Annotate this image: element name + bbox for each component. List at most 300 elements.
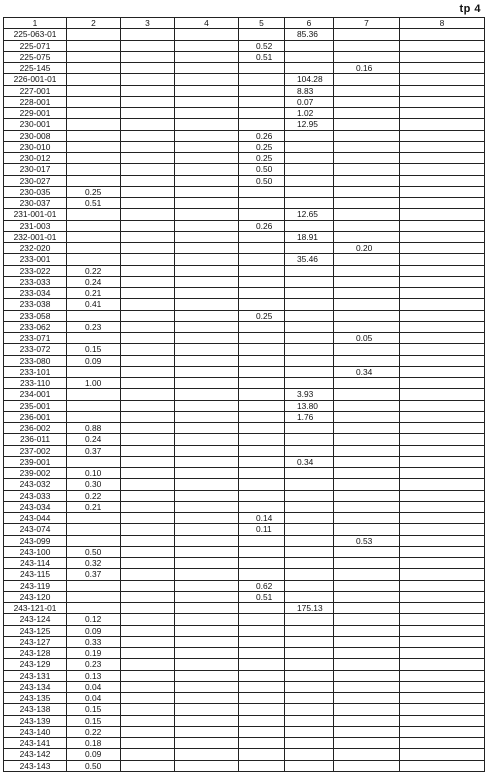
- table-cell-col-7: [334, 468, 400, 479]
- table-cell-col-8: [400, 74, 485, 85]
- table-cell-col-8: [400, 265, 485, 276]
- table-cell-col-3: [121, 636, 175, 647]
- table-cell-col-7: [334, 276, 400, 287]
- table-cell-col-3: [121, 479, 175, 490]
- table-row: [4, 220, 485, 231]
- table-cell-col-4: [175, 96, 239, 107]
- table-cell-col-6: [285, 715, 334, 726]
- table-cell-col-4: [175, 456, 239, 467]
- data-table: [3, 17, 485, 772]
- column-header-4: 4: [175, 18, 239, 29]
- table-cell-col-1: 243-129: [4, 659, 67, 670]
- table-cell-col-7: [334, 355, 400, 366]
- column-header-2: 2: [67, 18, 121, 29]
- table-cell-col-5: [239, 423, 285, 434]
- table-row: [4, 153, 485, 164]
- table-cell-col-7: [334, 738, 400, 749]
- table-cell-col-5: [239, 366, 285, 377]
- table-row: [4, 434, 485, 445]
- table-cell-col-4: [175, 445, 239, 456]
- table-cell-col-8: [400, 51, 485, 62]
- table-cell-col-8: [400, 321, 485, 332]
- table-cell-col-6: [285, 513, 334, 524]
- table-cell-col-5: [239, 479, 285, 490]
- table-row: [4, 321, 485, 332]
- table-cell-col-1: 233-034: [4, 288, 67, 299]
- column-header-1: 1: [4, 18, 67, 29]
- table-cell-col-2: [67, 456, 121, 467]
- table-cell-col-2: [67, 220, 121, 231]
- table-cell-col-4: [175, 119, 239, 130]
- table-row: [4, 186, 485, 197]
- table-cell-col-1: 243-099: [4, 535, 67, 546]
- table-cell-col-3: [121, 389, 175, 400]
- table-cell-col-8: [400, 614, 485, 625]
- table-cell-col-8: [400, 715, 485, 726]
- table-cell-col-5: 0.26: [239, 130, 285, 141]
- table-cell-col-2: [67, 51, 121, 62]
- table-cell-col-4: [175, 614, 239, 625]
- table-cell-col-1: 230-035: [4, 186, 67, 197]
- table-cell-col-4: [175, 726, 239, 737]
- table-cell-col-8: [400, 636, 485, 647]
- table-cell-col-8: [400, 704, 485, 715]
- table-cell-col-1: 225-145: [4, 63, 67, 74]
- table-cell-col-7: [334, 153, 400, 164]
- table-row: [4, 603, 485, 614]
- table-cell-col-4: [175, 738, 239, 749]
- table-cell-col-1: 230-001: [4, 119, 67, 130]
- table-row: [4, 366, 485, 377]
- table-cell-col-2: [67, 209, 121, 220]
- table-cell-col-3: [121, 220, 175, 231]
- table-cell-col-4: [175, 715, 239, 726]
- table-cell-col-6: 35.46: [285, 254, 334, 265]
- table-cell-col-7: [334, 74, 400, 85]
- table-row: [4, 670, 485, 681]
- table-cell-col-2: 0.19: [67, 648, 121, 659]
- table-cell-col-8: [400, 670, 485, 681]
- table-cell-col-8: [400, 445, 485, 456]
- table-cell-col-8: [400, 63, 485, 74]
- table-row: [4, 85, 485, 96]
- table-cell-col-3: [121, 96, 175, 107]
- table-cell-col-4: [175, 558, 239, 569]
- table-cell-col-1: 243-034: [4, 501, 67, 512]
- table-cell-col-5: [239, 726, 285, 737]
- table-cell-col-2: 0.22: [67, 265, 121, 276]
- table-cell-col-2: 0.22: [67, 726, 121, 737]
- table-cell-col-5: [239, 681, 285, 692]
- table-cell-col-5: [239, 749, 285, 760]
- table-cell-col-5: [239, 670, 285, 681]
- table-cell-col-5: [239, 704, 285, 715]
- table-body: [4, 29, 485, 772]
- table-cell-col-3: [121, 40, 175, 51]
- table-cell-col-7: [334, 299, 400, 310]
- table-cell-col-4: [175, 625, 239, 636]
- table-cell-col-6: [285, 175, 334, 186]
- table-cell-col-2: 0.41: [67, 299, 121, 310]
- table-row: [4, 558, 485, 569]
- table-cell-col-7: [334, 558, 400, 569]
- table-cell-col-2: 0.04: [67, 693, 121, 704]
- table-cell-col-3: [121, 400, 175, 411]
- table-cell-col-8: [400, 220, 485, 231]
- table-cell-col-7: 0.53: [334, 535, 400, 546]
- table-cell-col-2: 0.15: [67, 715, 121, 726]
- table-row: [4, 108, 485, 119]
- table-cell-col-1: 243-139: [4, 715, 67, 726]
- table-row: [4, 411, 485, 422]
- table-cell-col-2: [67, 603, 121, 614]
- table-cell-col-2: 0.10: [67, 468, 121, 479]
- table-cell-col-7: [334, 434, 400, 445]
- table-cell-col-2: 0.24: [67, 276, 121, 287]
- table-cell-col-7: [334, 625, 400, 636]
- table-cell-col-7: [334, 715, 400, 726]
- table-cell-col-5: [239, 108, 285, 119]
- table-row: [4, 265, 485, 276]
- table-cell-col-4: [175, 681, 239, 692]
- table-cell-col-4: [175, 648, 239, 659]
- table-cell-col-1: 243-141: [4, 738, 67, 749]
- table-cell-col-3: [121, 209, 175, 220]
- table-cell-col-3: [121, 569, 175, 580]
- table-cell-col-5: [239, 288, 285, 299]
- table-cell-col-1: 233-062: [4, 321, 67, 332]
- table-cell-col-2: 0.09: [67, 355, 121, 366]
- table-cell-col-5: 0.51: [239, 591, 285, 602]
- table-cell-col-6: 104.28: [285, 74, 334, 85]
- table-cell-col-2: [67, 63, 121, 74]
- table-cell-col-2: [67, 411, 121, 422]
- table-cell-col-8: [400, 400, 485, 411]
- table-cell-col-2: 0.15: [67, 704, 121, 715]
- table-row: [4, 591, 485, 602]
- table-cell-col-1: 243-142: [4, 749, 67, 760]
- table-cell-col-6: [285, 434, 334, 445]
- table-cell-col-2: 0.18: [67, 738, 121, 749]
- table-cell-col-4: [175, 468, 239, 479]
- table-cell-col-8: [400, 96, 485, 107]
- column-header-6: 6: [285, 18, 334, 29]
- table-cell-col-7: [334, 760, 400, 771]
- table-cell-col-5: [239, 738, 285, 749]
- table-cell-col-5: 0.25: [239, 153, 285, 164]
- table-cell-col-5: [239, 119, 285, 130]
- table-cell-col-3: [121, 445, 175, 456]
- table-cell-col-3: [121, 681, 175, 692]
- table-cell-col-5: [239, 659, 285, 670]
- table-cell-col-7: 0.05: [334, 333, 400, 344]
- table-row: [4, 546, 485, 557]
- table-cell-col-1: 233-022: [4, 265, 67, 276]
- table-cell-col-6: [285, 704, 334, 715]
- table-row: [4, 119, 485, 130]
- table-cell-col-7: [334, 389, 400, 400]
- table-cell-col-6: [285, 366, 334, 377]
- table-cell-col-5: [239, 468, 285, 479]
- table-cell-col-7: [334, 51, 400, 62]
- table-row: [4, 141, 485, 152]
- table-cell-col-1: 230-012: [4, 153, 67, 164]
- table-cell-col-3: [121, 704, 175, 715]
- table-cell-col-8: [400, 119, 485, 130]
- table-cell-col-4: [175, 153, 239, 164]
- table-cell-col-8: [400, 681, 485, 692]
- table-cell-col-3: [121, 198, 175, 209]
- table-row: [4, 276, 485, 287]
- table-cell-col-2: 0.50: [67, 546, 121, 557]
- table-cell-col-2: [67, 119, 121, 130]
- table-cell-col-2: 0.09: [67, 625, 121, 636]
- table-row: [4, 490, 485, 501]
- table-cell-col-5: 0.26: [239, 220, 285, 231]
- table-cell-col-7: [334, 479, 400, 490]
- table-cell-col-1: 243-033: [4, 490, 67, 501]
- table-cell-col-3: [121, 501, 175, 512]
- table-cell-col-7: [334, 569, 400, 580]
- table-cell-col-5: [239, 198, 285, 209]
- table-cell-col-7: [334, 580, 400, 591]
- table-cell-col-7: [334, 209, 400, 220]
- table-cell-col-4: [175, 186, 239, 197]
- table-cell-col-7: [334, 411, 400, 422]
- table-cell-col-5: [239, 546, 285, 557]
- table-cell-col-8: [400, 288, 485, 299]
- table-cell-col-2: [67, 333, 121, 344]
- table-cell-col-3: [121, 760, 175, 771]
- table-cell-col-6: [285, 614, 334, 625]
- table-row: [4, 310, 485, 321]
- table-cell-col-2: 0.23: [67, 659, 121, 670]
- table-cell-col-3: [121, 63, 175, 74]
- table-cell-col-3: [121, 524, 175, 535]
- table-cell-col-2: [67, 85, 121, 96]
- table-cell-col-4: [175, 40, 239, 51]
- table-row: [4, 243, 485, 254]
- table-row: [4, 681, 485, 692]
- table-row: [4, 299, 485, 310]
- table-cell-col-4: [175, 74, 239, 85]
- table-cell-col-6: [285, 670, 334, 681]
- table-cell-col-8: [400, 276, 485, 287]
- table-row: [4, 164, 485, 175]
- table-cell-col-3: [121, 119, 175, 130]
- table-cell-col-8: [400, 749, 485, 760]
- table-cell-col-5: 0.50: [239, 164, 285, 175]
- table-cell-col-8: [400, 546, 485, 557]
- table-cell-col-7: [334, 546, 400, 557]
- table-cell-col-3: [121, 738, 175, 749]
- table-cell-col-4: [175, 299, 239, 310]
- table-cell-col-4: [175, 366, 239, 377]
- table-cell-col-2: [67, 254, 121, 265]
- table-row: [4, 51, 485, 62]
- table-cell-col-5: 0.14: [239, 513, 285, 524]
- table-cell-col-3: [121, 726, 175, 737]
- table-cell-col-6: [285, 243, 334, 254]
- table-cell-col-6: 12.95: [285, 119, 334, 130]
- table-cell-col-2: [67, 130, 121, 141]
- table-cell-col-4: [175, 141, 239, 152]
- table-cell-col-1: 231-003: [4, 220, 67, 231]
- table-cell-col-7: [334, 29, 400, 40]
- table-cell-col-6: [285, 490, 334, 501]
- table-cell-col-1: 234-001: [4, 389, 67, 400]
- table-cell-col-6: [285, 321, 334, 332]
- table-row: [4, 29, 485, 40]
- table-cell-col-8: [400, 535, 485, 546]
- table-cell-col-2: 0.12: [67, 614, 121, 625]
- table-cell-col-8: [400, 141, 485, 152]
- table-cell-col-1: 233-080: [4, 355, 67, 366]
- table-cell-col-5: [239, 434, 285, 445]
- table-cell-col-8: [400, 648, 485, 659]
- table-cell-col-6: [285, 220, 334, 231]
- table-cell-col-8: [400, 164, 485, 175]
- table-row: [4, 378, 485, 389]
- table-cell-col-3: [121, 513, 175, 524]
- table-row: [4, 333, 485, 344]
- table-cell-col-6: [285, 591, 334, 602]
- table-cell-col-5: [239, 243, 285, 254]
- table-cell-col-7: [334, 614, 400, 625]
- table-cell-col-1: 237-002: [4, 445, 67, 456]
- table-row: [4, 198, 485, 209]
- table-cell-col-5: [239, 254, 285, 265]
- table-cell-col-8: [400, 423, 485, 434]
- table-cell-col-3: [121, 648, 175, 659]
- table-cell-col-2: [67, 580, 121, 591]
- table-cell-col-8: [400, 411, 485, 422]
- table-cell-col-5: [239, 333, 285, 344]
- table-cell-col-6: [285, 310, 334, 321]
- table-cell-col-5: [239, 535, 285, 546]
- table-cell-col-1: 230-027: [4, 175, 67, 186]
- table-cell-col-3: [121, 625, 175, 636]
- table-cell-col-6: 12.65: [285, 209, 334, 220]
- table-row: [4, 715, 485, 726]
- table-cell-col-7: [334, 164, 400, 175]
- table-cell-col-1: 243-100: [4, 546, 67, 557]
- table-cell-col-6: [285, 423, 334, 434]
- table-cell-col-1: 243-044: [4, 513, 67, 524]
- table-cell-col-7: [334, 501, 400, 512]
- table-row: [4, 693, 485, 704]
- table-cell-col-6: [285, 738, 334, 749]
- table-cell-col-8: [400, 524, 485, 535]
- table-cell-col-2: 0.21: [67, 288, 121, 299]
- table-cell-col-2: [67, 231, 121, 242]
- table-cell-col-8: [400, 580, 485, 591]
- table-cell-col-4: [175, 51, 239, 62]
- table-cell-col-8: [400, 501, 485, 512]
- table-row: [4, 445, 485, 456]
- table-cell-col-7: [334, 681, 400, 692]
- table-cell-col-5: [239, 558, 285, 569]
- table-cell-col-2: 0.32: [67, 558, 121, 569]
- table-cell-col-1: 243-124: [4, 614, 67, 625]
- table-cell-col-1: 243-119: [4, 580, 67, 591]
- table-cell-col-3: [121, 366, 175, 377]
- table-cell-col-6: 3.93: [285, 389, 334, 400]
- table-cell-col-3: [121, 535, 175, 546]
- table-cell-col-4: [175, 254, 239, 265]
- table-cell-col-6: [285, 636, 334, 647]
- table-cell-col-8: [400, 231, 485, 242]
- table-cell-col-5: [239, 231, 285, 242]
- table-cell-col-2: [67, 513, 121, 524]
- table-row: [4, 400, 485, 411]
- table-cell-col-6: [285, 760, 334, 771]
- table-cell-col-1: 230-017: [4, 164, 67, 175]
- table-cell-col-4: [175, 321, 239, 332]
- table-cell-col-2: [67, 153, 121, 164]
- table-cell-col-8: [400, 108, 485, 119]
- table-cell-col-2: 0.04: [67, 681, 121, 692]
- table-cell-col-8: [400, 569, 485, 580]
- table-cell-col-4: [175, 423, 239, 434]
- table-cell-col-4: [175, 704, 239, 715]
- table-cell-col-5: [239, 321, 285, 332]
- table-cell-col-6: [285, 580, 334, 591]
- table-cell-col-4: [175, 479, 239, 490]
- table-cell-col-1: 243-135: [4, 693, 67, 704]
- table-cell-col-5: [239, 344, 285, 355]
- table-cell-col-8: [400, 603, 485, 614]
- table-cell-col-6: 0.34: [285, 456, 334, 467]
- table-cell-col-2: 0.51: [67, 198, 121, 209]
- table-cell-col-1: 243-114: [4, 558, 67, 569]
- table-cell-col-8: [400, 479, 485, 490]
- table-cell-col-7: [334, 513, 400, 524]
- table-cell-col-5: [239, 648, 285, 659]
- table-cell-col-1: 243-074: [4, 524, 67, 535]
- table-cell-col-1: 227-001: [4, 85, 67, 96]
- table-cell-col-1: 233-072: [4, 344, 67, 355]
- table-cell-col-6: [285, 569, 334, 580]
- table-cell-col-8: [400, 198, 485, 209]
- table-cell-col-3: [121, 614, 175, 625]
- table-cell-col-3: [121, 254, 175, 265]
- table-cell-col-8: [400, 468, 485, 479]
- table-cell-col-5: [239, 603, 285, 614]
- table-row: [4, 423, 485, 434]
- table-cell-col-6: [285, 749, 334, 760]
- table-cell-col-6: [285, 468, 334, 479]
- table-cell-col-3: [121, 456, 175, 467]
- table-cell-col-6: [285, 501, 334, 512]
- table-cell-col-5: [239, 760, 285, 771]
- table-cell-col-6: [285, 648, 334, 659]
- table-cell-col-3: [121, 434, 175, 445]
- table-cell-col-7: 0.16: [334, 63, 400, 74]
- table-row: [4, 659, 485, 670]
- table-row: [4, 738, 485, 749]
- table-cell-col-7: [334, 648, 400, 659]
- table-cell-col-3: [121, 321, 175, 332]
- table-cell-col-1: 243-134: [4, 681, 67, 692]
- table-cell-col-5: 0.50: [239, 175, 285, 186]
- table-cell-col-6: [285, 693, 334, 704]
- table-cell-col-3: [121, 299, 175, 310]
- table-cell-col-1: 230-037: [4, 198, 67, 209]
- table-cell-col-2: 0.23: [67, 321, 121, 332]
- table-cell-col-4: [175, 288, 239, 299]
- table-cell-col-3: [121, 310, 175, 321]
